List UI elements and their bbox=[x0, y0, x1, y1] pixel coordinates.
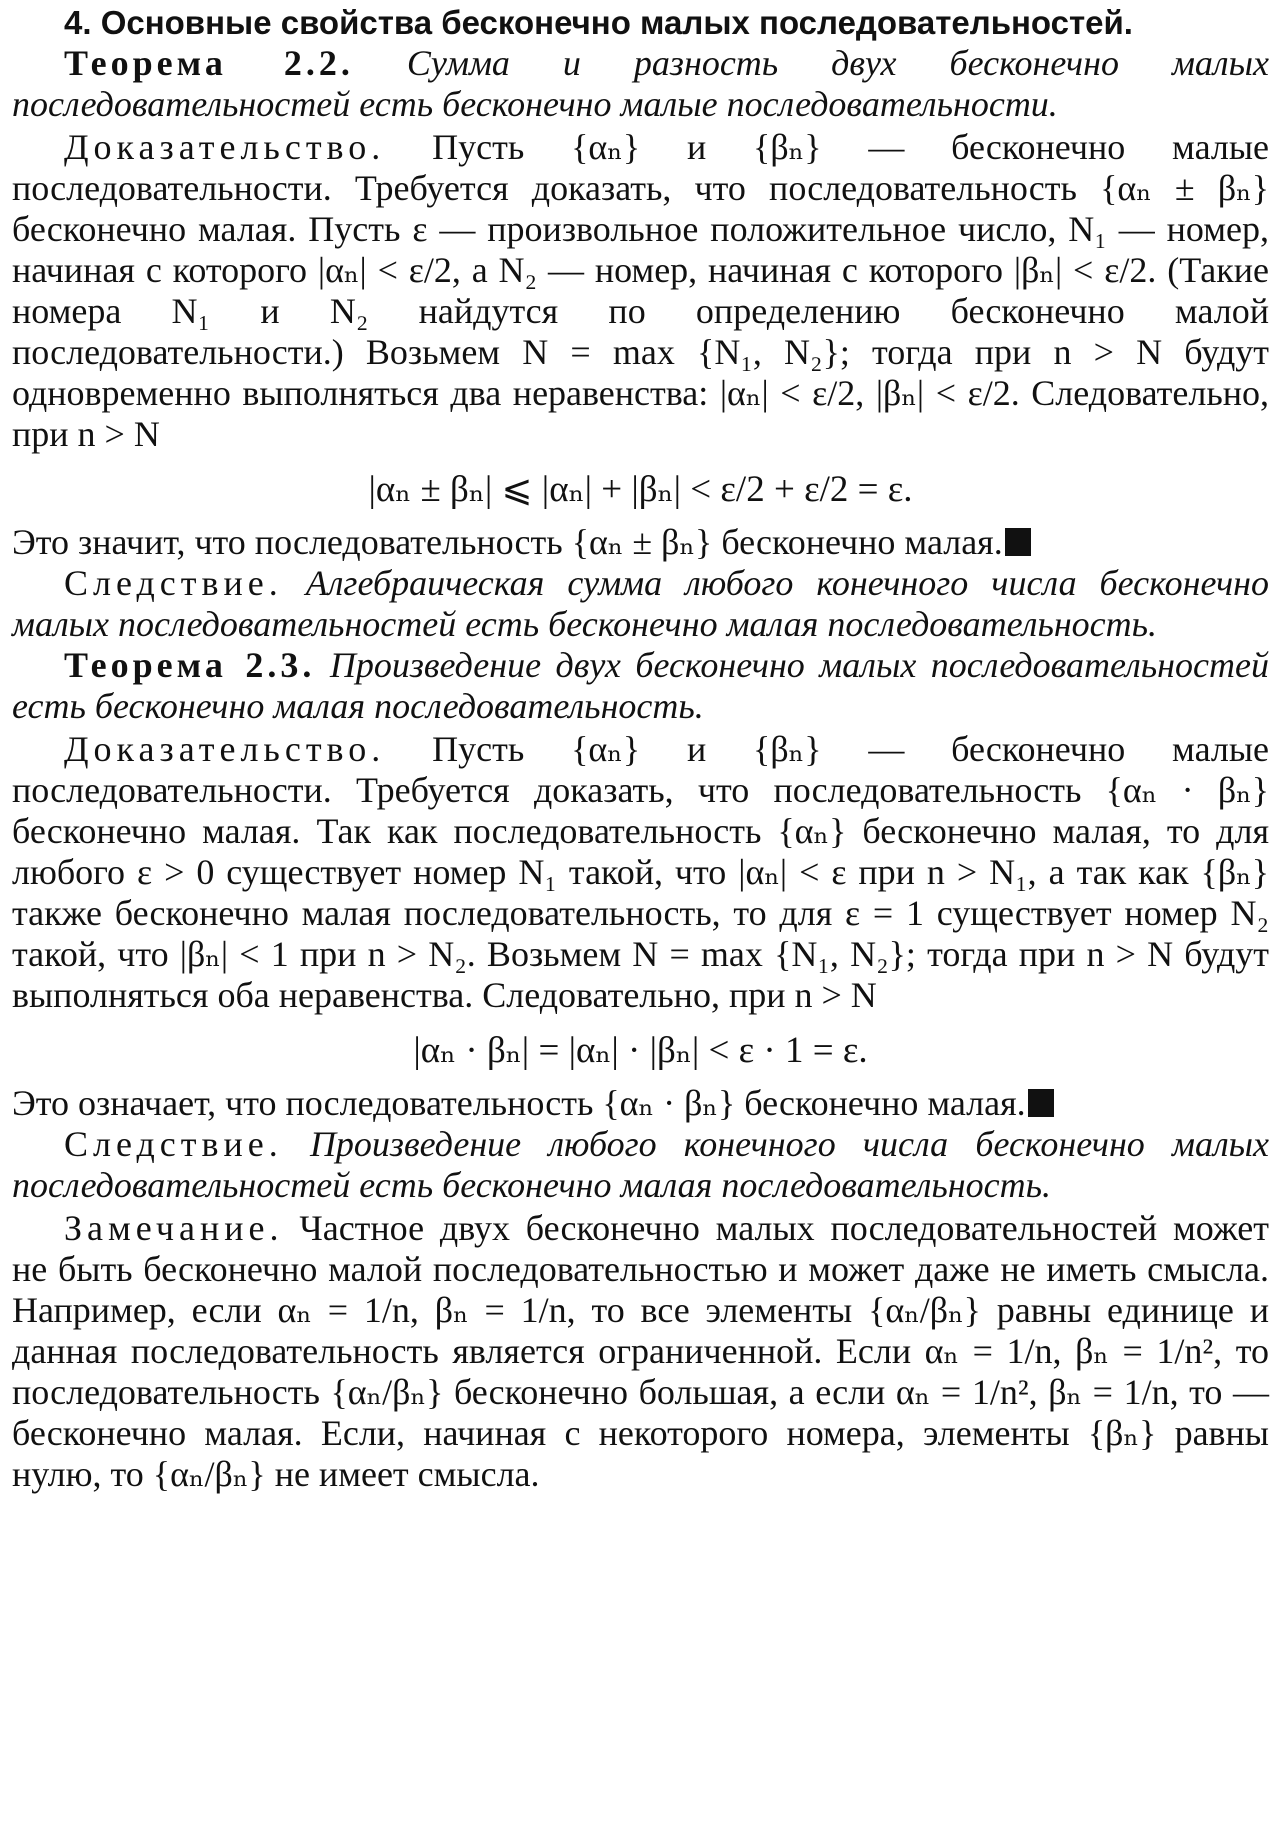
corollary-2-statement: Произведение любого конечного числа бесконечно малых последовательностей есть бесконечно малая последовательность. bbox=[12, 1124, 1270, 1205]
theorem-2-3 bbox=[12, 645, 1269, 727]
proof-1-label: Доказательство. bbox=[64, 127, 386, 167]
qed-square-icon bbox=[1005, 528, 1031, 556]
proof-2-conclusion-line bbox=[12, 1083, 1269, 1124]
corollary-2 bbox=[12, 1124, 1269, 1206]
theorem-2-2-statement: Сумма и разность двух бесконечно малых последовательностей есть бесконечно малые последовательности. bbox=[12, 43, 1269, 124]
corollary-1-statement: Алгебраическая сумма любого конечного числа бесконечно малых последовательностей есть бесконечно малая последовательность. bbox=[12, 563, 1270, 644]
proof-1-conclusion: Это значит, что последовательность {αₙ ± βₙ} бесконечно малая. bbox=[12, 522, 1003, 562]
proof-2-formula: |αₙ · βₙ| = |αₙ| · |βₙ| < ε · 1 = ε. bbox=[413, 1030, 868, 1071]
theorem-2-2-label: Теорема 2.2. bbox=[64, 43, 354, 83]
theorem-2-3-statement: Произведение двух бесконечно малых последовательностей есть бесконечно малая последовательность. bbox=[12, 645, 1269, 726]
proof-2 bbox=[12, 729, 1269, 1016]
corollary-2-label: Следствие. bbox=[64, 1124, 283, 1164]
corollary-1 bbox=[12, 563, 1269, 645]
proof-2-conclusion: Это означает, что последовательность {αₙ · βₙ} бесконечно малая. bbox=[12, 1083, 1026, 1123]
qed-square-icon bbox=[1028, 1089, 1054, 1117]
proof-2-label: Доказательство. bbox=[64, 729, 386, 769]
remark bbox=[12, 1208, 1269, 1495]
theorem-2-3-label: Теорема 2.3. bbox=[64, 645, 316, 685]
proof-1-conclusion-line bbox=[12, 522, 1269, 563]
proof-1-text: Пусть {αₙ} и {βₙ} — бесконечно малые последовательности. Требуется доказать, что последовательность {αₙ ± βₙ} бесконечно малая. Пусть ε — произвольное положительное число, N₁ — номер, начиная с которого |αₙ| < ε/2, а N₂ — номер, начиная с которого |βₙ| < ε/2. (Такие номера N₁ и N₂ найдутся по определению бесконечно малой последовательности.) Возьмем N = max {N₁, N₂}; тогда при n > N будут одновременно выполняться два неравенства: |αₙ| < ε/2, |βₙ| < ε/2. Следовательно, при n > N bbox=[12, 127, 1270, 454]
remark-label: Замечание. bbox=[64, 1208, 284, 1248]
proof-2-text: Пусть {αₙ} и {βₙ} — бесконечно малые последовательности. Требуется доказать, что последовательность {αₙ · βₙ} бесконечно малая. Так как последовательность {αₙ} бесконечно малая, то для любого ε > 0 существует номер N₁ такой, что |αₙ| < ε при n > N₁, а так как {βₙ} также бесконечно малая последовательность, то для ε = 1 существует номер N₂ такой, что |βₙ| < 1 при n > N₂. Возьмем N = max {N₁, N₂}; тогда при n > N будут выполняться оба неравенства. Следовательно, при n > N bbox=[12, 729, 1270, 1015]
proof-1 bbox=[12, 127, 1269, 455]
remark-text: Частное двух бесконечно малых последовательностей может не быть бесконечно малой последовательностью и может даже не иметь смысла. Например, если αₙ = 1/n, βₙ = 1/n, то все элементы {αₙ/βₙ} равны единице и данная последовательность является ограниченной. Если αₙ = 1/n, βₙ = 1/n², то последовательность {αₙ/βₙ} бесконечно большая, а если αₙ = 1/n², βₙ = 1/n, то — бесконечно малая. Если, начиная с некоторого номера, элементы {βₙ} равны нулю, то {αₙ/βₙ} не имеет смысла. bbox=[12, 1208, 1270, 1494]
corollary-1-label: Следствие. bbox=[64, 563, 283, 603]
theorem-2-2 bbox=[12, 43, 1269, 125]
proof-1-formula: |αₙ ± βₙ| ⩽ |αₙ| + |βₙ| < ε/2 + ε/2 = ε. bbox=[368, 469, 913, 510]
section-heading: 4. Основные свойства бесконечно малых последовательностей. bbox=[64, 4, 1133, 41]
